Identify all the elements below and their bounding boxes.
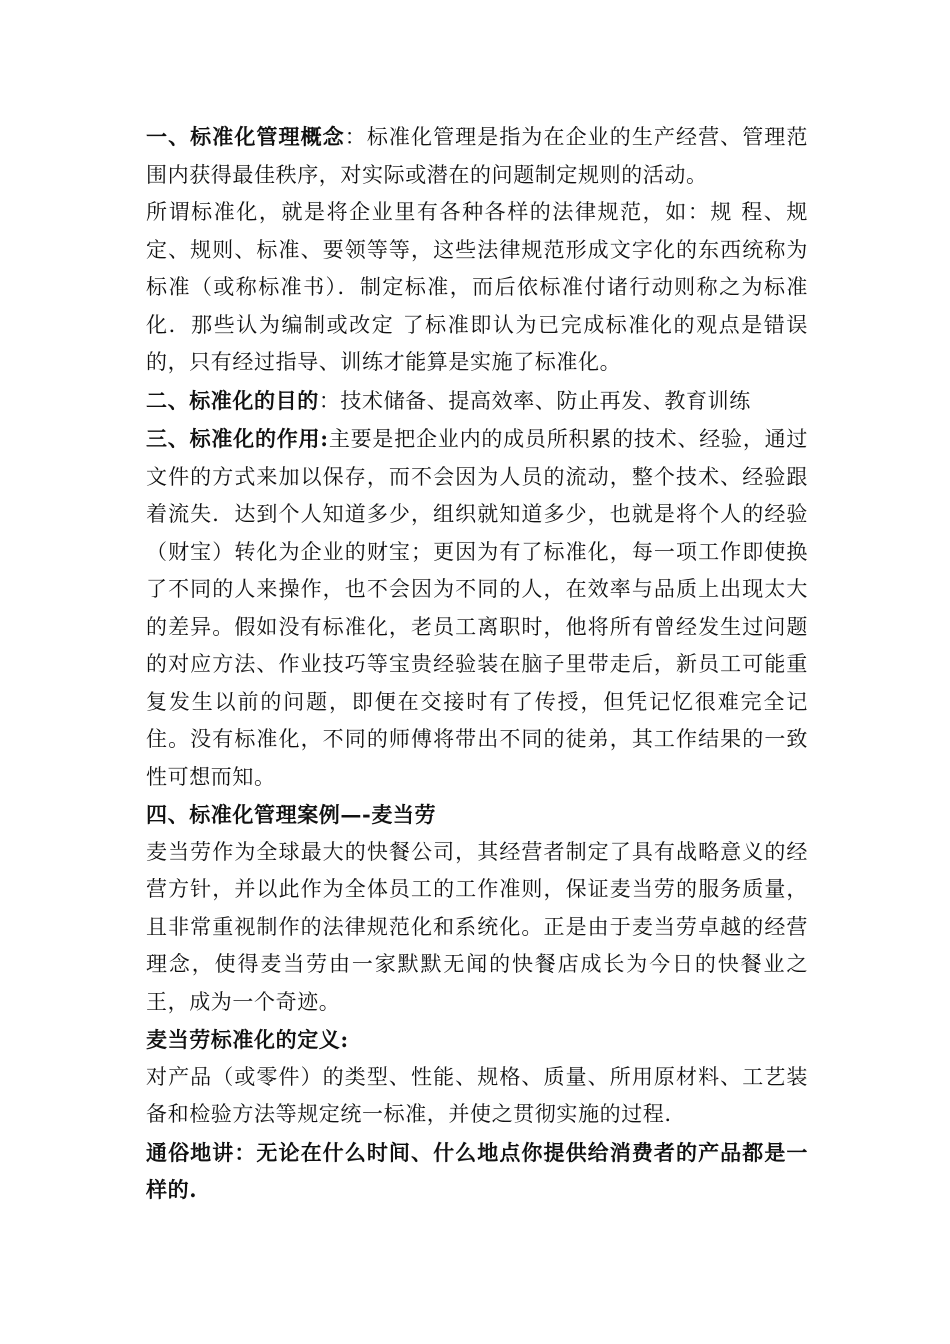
- mcdonalds-definition-text: 对产品（或零件）的类型、性能、规格、质量、所用原材料、工艺装备和检验方法等规定统一标准，并使之贯彻实施的过程.: [146, 1064, 808, 1126]
- section-2-purpose: [146, 382, 808, 421]
- section-2-label: 二、标准化的目的: [146, 387, 319, 413]
- standardization-definition-paragraph: 所谓标准化，就是将企业里有各种各样的法律规范，如：规 程、规定、规则、标准、要领等等，这些法律规范形成文字化的东西统称为标准（或称标准书）．制定标准，而后依标准付诸行动则称之为标准化．那些认为编制或改定 了标准即认为已完成标准化的观点是错误的，只有经过指导、训练才能算是实施了标准化。: [146, 200, 808, 374]
- section-2-text: ：技术储备、提高效率、防止再发、教育训练: [318, 388, 751, 413]
- section-3-function: [146, 420, 808, 796]
- section-1-concept: [146, 118, 808, 194]
- section-3-label: 三、标准化的作用:: [146, 426, 329, 451]
- section-1-label: 一、标准化管理概念: [146, 124, 345, 149]
- plain-summary: 通俗地讲：无论在什么时间、什么地点你提供给消费者的产品都是一样的.: [146, 1139, 808, 1202]
- section-4-heading: 四、标准化管理案例—-麦当劳: [146, 802, 437, 827]
- section-1-text: ：标准化管理是指为在企业的生产经营、管理范围内获得最佳秩序，对实际或潜在的问题制定规则的活动。: [146, 125, 808, 187]
- mcdonalds-definition-heading: 麦当劳标准化的定义:: [146, 1027, 349, 1052]
- section-3-text: 主要是把企业内的成员所积累的技术、经验，通过文件的方式来加以保存，而不会因为人员的流动，整个技术、经验跟着流失．达到个人知道多少，组织就知道多少，也就是将个人的经验（财宝）转化为企业的财宝；更因为有了标准化，每一项工作即使换了不同的人来操作，也不会因为不同的人，在效率与品质上出现太大的差异。假如没有标准化，老员工离职时，他将所有曾经发生过问题的对应方法、作业技巧等宝贵经验装在脑子里带走后，新员工可能重复发生以前的问题，即便在交接时有了传授，但凭记忆很难完全记住。没有标准化，不同的师傅将带出不同的徒弟，其工作结果的一致性可想而知。: [146, 427, 808, 789]
- document-body: [146, 118, 808, 1209]
- section-4-text: 麦当劳作为全球最大的快餐公司，其经营者制定了具有战略意义的经营方针，并以此作为全体员工的工作准则，保证麦当劳的服务质量，且非常重视制作的法律规范化和系统化。正是由于麦当劳卓越的经营理念，使得麦当劳由一家默默无闻的快餐店成长为今日的快餐业之王，成为一个奇迹。: [146, 839, 808, 1014]
